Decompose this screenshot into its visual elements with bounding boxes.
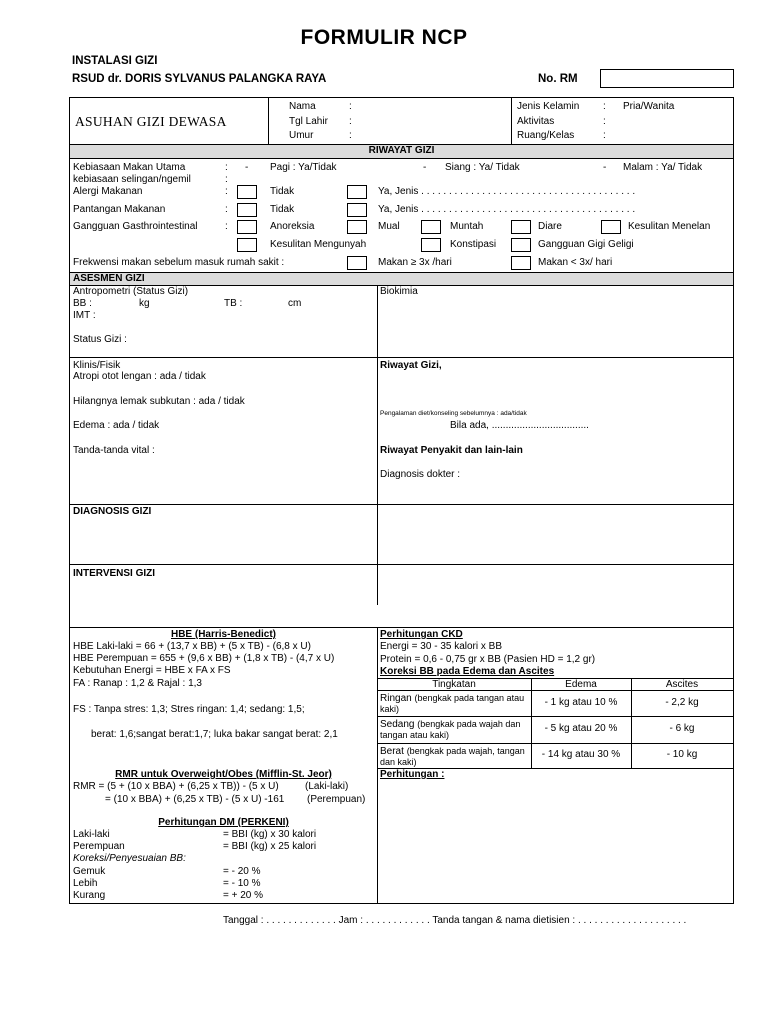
dash: -	[423, 162, 427, 173]
pagi-option: Pagi : Ya/Tidak	[270, 162, 337, 173]
instalasi-label: INSTALASI GIZI	[72, 55, 158, 67]
diare-checkbox[interactable]	[511, 220, 531, 234]
table-row-ringan	[380, 693, 530, 715]
dm-kurang-value: = + 20 %	[223, 890, 264, 901]
status-gizi-label: Status Gizi :	[73, 334, 127, 345]
hbe-fs: FS : Tanpa stres: 1,3; Stres ringan: 1,4; sedang: 1,5;	[73, 704, 305, 715]
makan-lt3-checkbox[interactable]	[511, 256, 531, 270]
dash: -	[245, 162, 249, 173]
dm-koreksi: Koreksi/Penyesuaian BB:	[73, 853, 186, 864]
ringan-edema: - 1 kg atau 10 %	[544, 697, 618, 708]
diagnosis-dokter-label: Diagnosis dokter :	[380, 469, 461, 480]
ringan-ascites: - 2,2 kg	[665, 697, 699, 708]
mual-label: Mual	[378, 221, 400, 232]
biokimia-label: Biokimia	[380, 286, 418, 297]
rmr-line1: RMR = (5 + (10 x BBA) + (6,25 x TB)) - (5 x U)	[73, 781, 279, 792]
hbe-laki: HBE Laki-laki = 66 + (13,7 x BB) + (5 x TB) - (6,8 x U)	[73, 641, 311, 652]
dm-perempuan-value: = BBI (kg) x 25 kalori	[223, 841, 317, 852]
colon: :	[225, 162, 228, 173]
table-row-berat	[380, 746, 530, 768]
umur-label: Umur	[289, 130, 314, 141]
konstipasi-checkbox[interactable]	[421, 238, 441, 252]
colon: :	[349, 130, 352, 141]
klinis-fisik-label: Klinis/Fisik	[73, 360, 121, 371]
dm-laki: Laki-laki	[73, 829, 110, 840]
siang-option: Siang : Ya/ Tidak	[445, 162, 520, 173]
atropi-label: Atropi otot lengan : ada / tidak	[73, 371, 206, 382]
pantangan-ya-checkbox[interactable]	[347, 203, 367, 217]
col-tingkatan: Tingkatan	[432, 679, 476, 690]
dm-laki-value: = BBI (kg) x 30 kalori	[223, 829, 317, 840]
diagnosis-gizi-title: DIAGNOSIS GIZI	[73, 506, 152, 517]
diare-label: Diare	[538, 221, 562, 232]
alergi-label: Alergi Makanan	[73, 186, 143, 197]
colon: :	[603, 130, 606, 141]
berat-level: Berat	[380, 746, 404, 757]
rmr-line2: = (10 x BBA) + (6,25 x TB) - (5 x U) -161	[105, 794, 285, 805]
dm-title: Perhitungan DM (PERKENI)	[158, 817, 289, 828]
colon: :	[225, 204, 228, 215]
hbe-title: HBE (Harris-Benedict)	[170, 629, 277, 640]
tgl-lahir-label: Tgl Lahir	[289, 116, 328, 127]
kesulitan-menelan-checkbox[interactable]	[601, 220, 621, 234]
form-title: FORMULIR NCP	[300, 26, 468, 49]
dm-gemuk: Gemuk	[73, 866, 106, 877]
dm-perempuan: Perempuan	[73, 841, 125, 852]
rmr-line2-note: (Perempuan)	[307, 794, 366, 805]
jenis-kelamin-value: Pria/Wanita	[623, 101, 675, 112]
asesmen-gizi-band	[70, 273, 733, 285]
nama-label: Nama	[289, 101, 316, 112]
kg-unit: kg	[139, 298, 150, 309]
ringan-desc: (bengkak pada tangan atau kaki)	[380, 693, 525, 714]
alergi-tidak-label: Tidak	[270, 186, 295, 197]
jenis-kelamin-label: Jenis Kelamin	[517, 101, 580, 112]
pengalaman-diet-label: Pengalaman diet/konseling sebelumnya : ada/tidak	[380, 410, 527, 417]
riwayat-gizi-sub-label: Riwayat Gizi,	[380, 360, 442, 371]
makan-ge3-checkbox[interactable]	[347, 256, 367, 270]
konstipasi-label: Konstipasi	[450, 239, 497, 250]
kebiasaan-selingan-label: kebiasaan selingan/ngemil	[73, 174, 191, 185]
intervensi-gizi-area[interactable]	[70, 580, 733, 627]
footer-signature-line: Tanggal : . . . . . . . . . . . . . Jam : . . . . . . . . . . . . Tanda tangan & nama dietisien : . . . . . . . . . . . . . . . . . . . .	[223, 915, 687, 926]
ringan-level: Ringan	[380, 693, 412, 704]
pantangan-tidak-checkbox[interactable]	[237, 203, 257, 217]
colon: :	[603, 116, 606, 127]
hbe-fa: FA : Ranap : 1,2 & Rajal : 1,3	[73, 678, 202, 689]
sedang-ascites: - 6 kg	[669, 723, 695, 734]
dm-lebih-value: = - 10 %	[223, 878, 261, 889]
ruang-kelas-label: Ruang/Kelas	[517, 130, 575, 141]
malam-option: Malam : Ya/ Tidak	[623, 162, 703, 173]
pantangan-label: Pantangan Makanan	[73, 204, 166, 215]
dash: -	[603, 162, 607, 173]
perhitungan-label: Perhitungan :	[380, 769, 445, 780]
colon: :	[603, 101, 606, 112]
alergi-ya-jenis: Ya, Jenis . . . . . . . . . . . . . . . . . . . . . . . . . . . . . . . . . . . . . . .	[378, 186, 636, 197]
hbe-perempuan: HBE Perempuan = 655 + (9,6 x BB) + (1,8 x TB) - (4,7 x U)	[73, 653, 335, 664]
frekwensi-label: Frekwensi makan sebelum masuk rumah sakit :	[73, 257, 285, 268]
sedang-edema: - 5 kg atau 20 %	[544, 723, 618, 734]
gangguan-gigi-checkbox[interactable]	[511, 238, 531, 252]
ckd-koreksi-title: Koreksi BB pada Edema dan Ascites	[380, 666, 555, 677]
asuhan-gizi-dewasa-title: ASUHAN GIZI DEWASA	[75, 114, 227, 129]
ncp-form	[69, 97, 734, 904]
muntah-checkbox[interactable]	[421, 220, 441, 234]
riwayat-penyakit-label: Riwayat Penyakit dan lain-lain	[380, 445, 523, 456]
makan-lt3-label: Makan < 3x/ hari	[538, 257, 613, 268]
edema-label: Edema : ada / tidak	[73, 420, 160, 431]
antropometri-label: Antropometri (Status Gizi)	[73, 286, 189, 297]
no-rm-label: No. RM	[538, 73, 578, 85]
dm-gemuk-value: = - 20 %	[223, 866, 261, 877]
colon: :	[225, 174, 228, 185]
kebiasaan-makan-label: Kebiasaan Makan Utama	[73, 162, 186, 173]
pantangan-ya-jenis: Ya, Jenis . . . . . . . . . . . . . . . . . . . . . . . . . . . . . . . . . . . . . . .	[378, 204, 636, 215]
rsud-label: RSUD dr. DORIS SYLVANUS PALANGKA RAYA	[72, 73, 327, 85]
hbe-kebutuhan: Kebutuhan Energi = HBE x FA x FS	[73, 665, 231, 676]
hilangnya-lemak-label: Hilangnya lemak subkutan : ada / tidak	[73, 396, 245, 407]
col-ascites: Ascites	[665, 679, 699, 690]
col-edema: Edema	[565, 679, 597, 690]
alergi-tidak-checkbox[interactable]	[237, 185, 257, 199]
kesulitan-mengunyah-checkbox[interactable]	[237, 238, 257, 252]
tb-label: TB :	[224, 298, 243, 309]
makan-ge3-label: Makan ≥ 3x /hari	[378, 257, 452, 268]
mual-checkbox[interactable]	[347, 220, 367, 234]
sedang-level: Sedang	[380, 719, 415, 730]
gangguan-gigi-label: Gangguan Gigi Geligi	[538, 239, 634, 250]
anoreksia-label: Anoreksia	[270, 221, 315, 232]
bila-ada-label: Bila ada, ...................................	[450, 420, 589, 431]
dm-lebih: Lebih	[73, 878, 98, 889]
colon: :	[225, 186, 228, 197]
diagnosis-gizi-area[interactable]	[70, 518, 733, 564]
berat-edema: - 14 kg atau 30 %	[541, 749, 621, 760]
rmr-line1-note: (Laki-laki)	[305, 781, 349, 792]
hbe-fs2: berat: 1,6;sangat berat:1,7; luka bakar sangat berat: 2,1	[91, 729, 338, 740]
ckd-protein: Protein = 0,6 - 0,75 gr x BB (Pasien HD = 1,2 gr)	[380, 654, 596, 665]
rmr-title: RMR untuk Overweight/Obes (Mifflin-St. Jeor)	[115, 769, 332, 780]
cm-unit: cm	[288, 298, 302, 309]
berat-desc: (bengkak pada wajah, tangan dan kaki)	[380, 746, 525, 767]
berat-ascites: - 10 kg	[666, 749, 698, 760]
colon: :	[349, 101, 352, 112]
ckd-energi: Energi = 30 - 35 kalori x BB	[380, 641, 503, 652]
asesmen-gizi-title: ASESMEN GIZI	[73, 273, 145, 284]
table-row-sedang	[380, 719, 530, 741]
muntah-label: Muntah	[450, 221, 484, 232]
aktivitas-label: Aktivitas	[517, 116, 555, 127]
tanda-vital-label: Tanda-tanda vital :	[73, 445, 155, 456]
gangguan-label: Gangguan Gasthrointestinal	[73, 221, 198, 232]
sedang-desc: (bengkak pada wajah dan tangan atau kaki)	[380, 719, 521, 740]
colon: :	[225, 221, 228, 232]
alergi-ya-checkbox[interactable]	[347, 185, 367, 199]
riwayat-gizi-title: RIWAYAT GIZI	[368, 145, 435, 156]
colon: :	[349, 116, 352, 127]
perhitungan-area[interactable]	[378, 782, 733, 903]
anoreksia-checkbox[interactable]	[237, 220, 257, 234]
pantangan-tidak-label: Tidak	[270, 204, 295, 215]
bb-label: BB :	[73, 298, 92, 309]
no-rm-field[interactable]	[600, 69, 734, 88]
imt-label: IMT :	[73, 310, 96, 321]
ckd-title: Perhitungan CKD	[380, 629, 463, 640]
dm-kurang: Kurang	[73, 890, 106, 901]
intervensi-gizi-title: INTERVENSI GIZI	[73, 568, 156, 579]
kesulitan-menelan-label: Kesulitan Menelan	[628, 221, 711, 232]
kesulitan-mengunyah-label: Kesulitan Mengunyah	[270, 239, 367, 250]
